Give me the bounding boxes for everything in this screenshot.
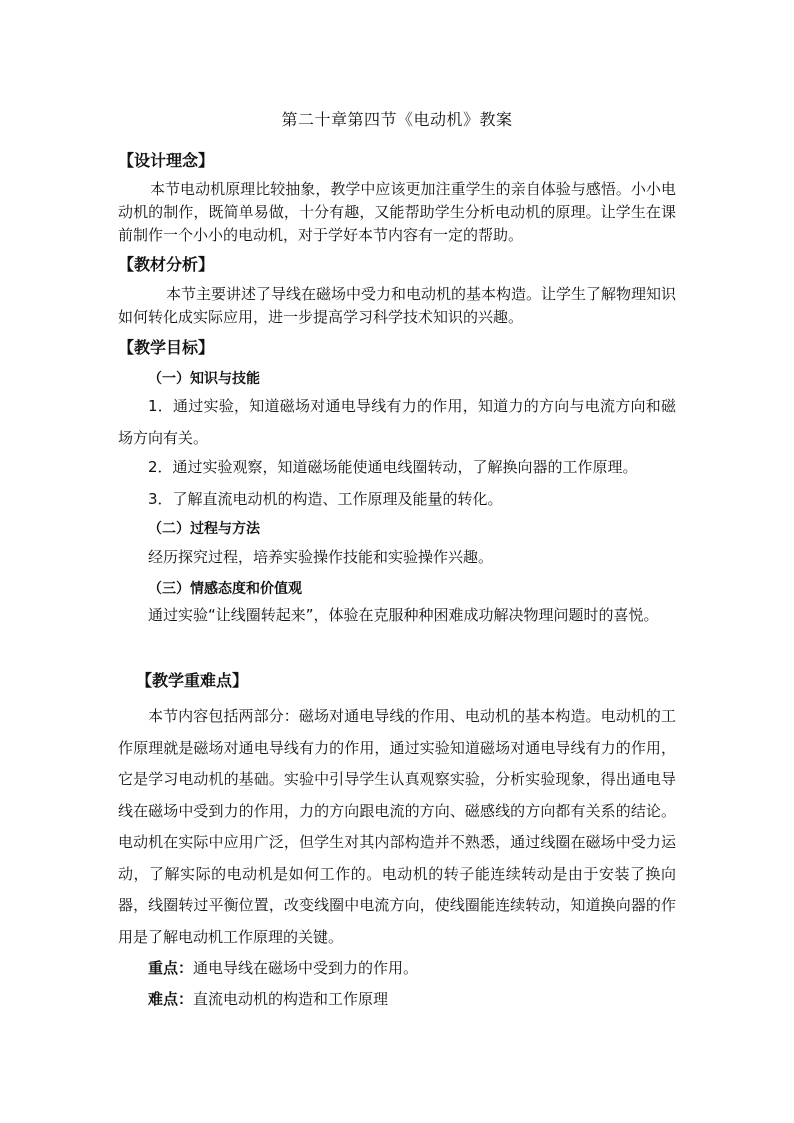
heading-material-analysis: 【教材分析】: [118, 255, 215, 274]
difficult-point-line: [148, 988, 388, 1009]
goal-item-3: 3．了解直流电动机的构造、工作原理及能量的转化。: [148, 490, 503, 508]
key-point-text: 通电导线在磁场中受到力的作用。: [193, 959, 419, 977]
paragraph-key-difficult-points: 本节内容包括两部分：磁场对通电导线的作用、电动机的基本构造。电动机的工作原理就是磁场对通电导线有力的作用，通过实验知道磁场对通电导线有力的作用，它是学习电动机的基础。实验中引导学生认真观察实验，分析实验现象，得出通电导线在磁场中受到力的作用，力的方向跟电流的方向、磁感线的方向都有关系的结论。电动机在实际中应用广泛，但学生对其内部构造并不熟悉，通过线圈在磁场中受力运动，了解实际的电动机是如何工作的。电动机的转子能连续转动是由于安装了换向器，线圈转过平衡位置，改变线圈中电流方向，使线圈能连续转动，知道换向器的作用是了解电动机工作原理的关键。: [118, 707, 676, 946]
difficult-point-label: 难点：: [148, 990, 194, 1008]
paragraph-emotion-values: 通过实验“让线圈转起来”，体验在克服种种困难成功解决物理问题时的喜悦。: [148, 606, 659, 624]
subheading-emotion-values: （三）情感态度和价值观: [148, 581, 302, 597]
heading-key-difficult-points: 【教学重难点】: [136, 671, 249, 690]
goal-item-1: 1．通过实验，知道磁场对通电导线有力的作用，知道力的方向与电流方向和磁场方向有关。: [118, 397, 676, 447]
subheading-process-method: （二）过程与方法: [148, 521, 260, 537]
document-title: 第二十章第四节《电动机》教案: [281, 110, 513, 129]
key-point-label: 重点：: [148, 959, 194, 977]
goal-item-2: 2．通过实验观察，知道磁场能使通电线圈转动，了解换向器的工作原理。: [148, 458, 638, 476]
heading-teaching-goals: 【教学目标】: [118, 338, 215, 357]
paragraph-material-analysis: 本节主要讲述了导线在磁场中受力和电动机的基本构造。让学生了解物理知识如何转化成实际应用，进一步提高学习科学技术知识的兴趣。: [118, 285, 677, 326]
key-point-line: [148, 957, 418, 978]
heading-design-concept: 【设计理念】: [118, 151, 215, 170]
subheading-knowledge-skills: （一）知识与技能: [148, 371, 260, 387]
paragraph-design-concept: 本节电动机原理比较抽象，教学中应该更加注重学生的亲自体验与感悟。小小电动机的制作，既简单易做，十分有趣，又能帮助学生分析电动机的原理。让学生在课前制作一个小小的电动机，对于学好本节内容有一定的帮助。: [118, 180, 676, 244]
paragraph-process-method: 经历探究过程，培养实验操作技能和实验操作兴趣。: [148, 548, 494, 566]
difficult-point-text: 直流电动机的构造和工作原理: [193, 990, 389, 1008]
